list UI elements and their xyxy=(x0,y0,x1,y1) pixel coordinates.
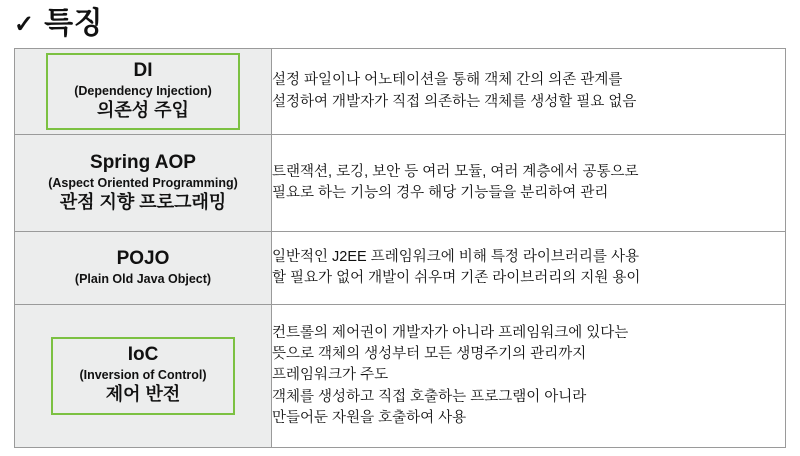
description-line: 뜻으로 객체의 생성부터 모든 생명주기의 관리까지 xyxy=(272,346,587,363)
term-sub: (Aspect Oriented Programming) xyxy=(48,176,238,190)
page-heading xyxy=(0,0,800,44)
term-kor: 의존성 주입 xyxy=(97,99,189,120)
check-icon: ✓ xyxy=(14,11,35,38)
table-row xyxy=(15,49,786,135)
feature-table xyxy=(14,48,786,448)
description-cell xyxy=(272,135,786,232)
description-line: 설정하여 개발자가 직접 의존하는 객체를 생성할 필요 없음 xyxy=(272,93,637,110)
description-cell xyxy=(272,49,786,135)
term-sub: (Dependency Injection) xyxy=(74,83,212,98)
term-box xyxy=(42,148,244,218)
description-line: 일반적인 J2EE 프레임워크에 비해 특정 라이브러리를 사용 xyxy=(272,248,639,265)
table-row xyxy=(15,135,786,232)
term-box xyxy=(69,244,217,291)
page-title: 특징 xyxy=(44,7,104,40)
term-kor: 제어 반전 xyxy=(105,384,181,405)
feature-table-wrap xyxy=(14,48,786,448)
term-sub: (Inversion of Control) xyxy=(79,368,207,382)
term-main: IoC xyxy=(127,344,159,366)
term-kor: 관점 지향 프로그래밍 xyxy=(59,192,227,213)
description-cell xyxy=(272,305,786,448)
description-line: 트랜잭션, 로깅, 보안 등 여러 모듈, 여러 계층에서 공통으로 xyxy=(272,163,639,180)
table-row xyxy=(15,305,786,448)
term-cell xyxy=(15,49,272,135)
description-line: 필요로 하는 기능의 경우 해당 기능들을 분리하여 관리 xyxy=(272,185,609,201)
term-sub: (Plain Old Java Object) xyxy=(74,272,212,287)
description-line: 컨트롤의 제어권이 개발자가 아니라 프레임워크에 있다는 xyxy=(272,325,629,342)
term-box xyxy=(46,53,240,131)
description-line: 객체를 생성하고 직접 호출하는 프로그램이 아니라 xyxy=(272,388,587,405)
term-cell xyxy=(15,305,272,448)
term-main: DI xyxy=(133,59,153,81)
description-line: 설정 파일이나 어노테이션을 통해 객체 간의 의존 관계를 xyxy=(272,72,623,89)
description-cell xyxy=(272,232,786,305)
term-box xyxy=(51,337,234,415)
table-row xyxy=(15,232,786,305)
term-main: Spring AOP xyxy=(90,152,196,174)
term-main: POJO xyxy=(116,248,170,270)
term-cell xyxy=(15,232,272,305)
description-line: 할 필요가 없어 개발이 쉬우며 기존 라이브러리의 지원 용이 xyxy=(272,270,641,286)
term-cell xyxy=(15,135,272,232)
description-line: 프레임워크가 주도 xyxy=(272,367,389,384)
description-line: 만들어둔 자원을 호출하여 사용 xyxy=(272,409,467,426)
